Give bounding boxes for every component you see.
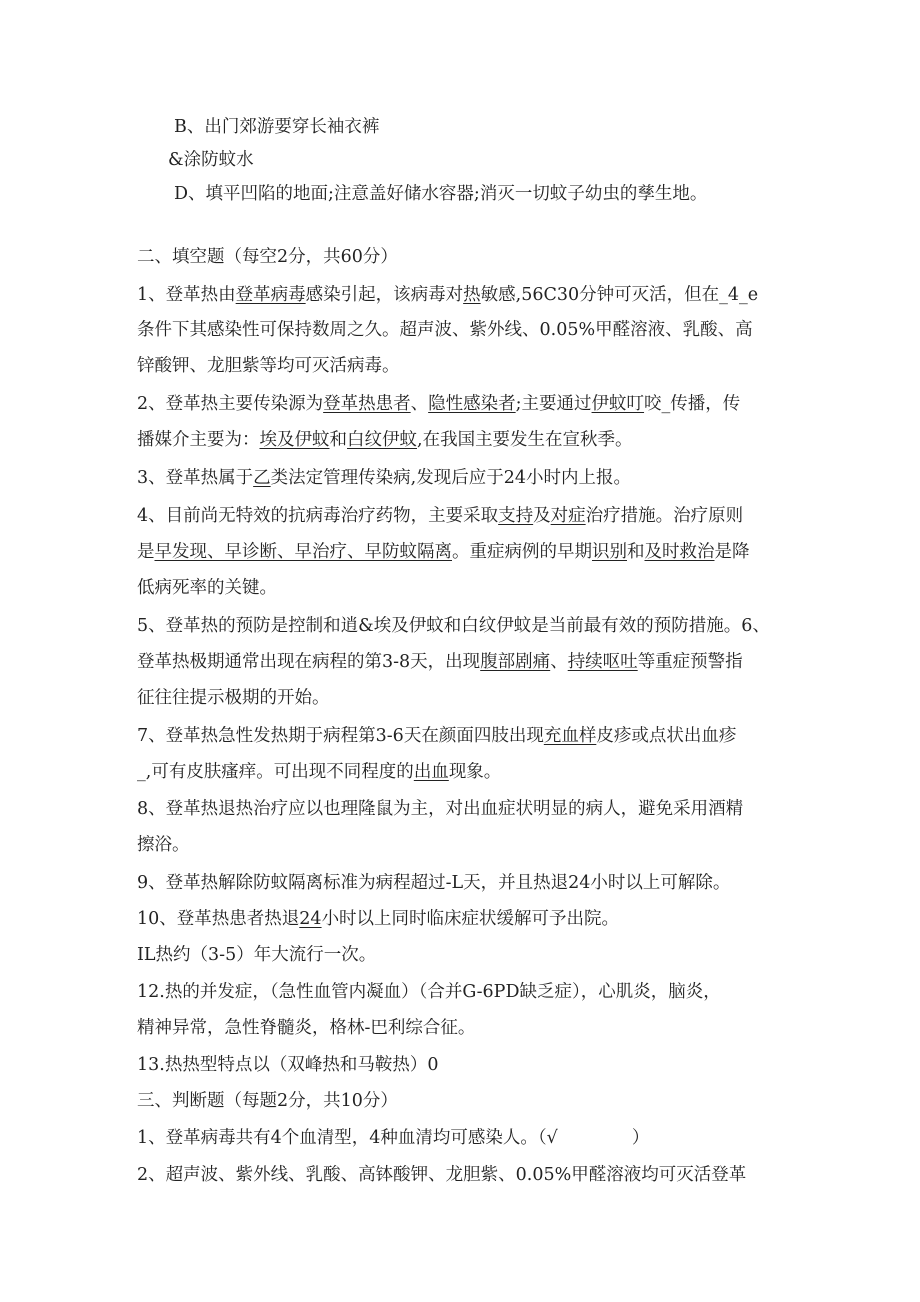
answer-blank: 白纹伊蚊 xyxy=(347,430,417,450)
text: 是 xyxy=(137,542,155,562)
text: 10、登革热患者热退 xyxy=(137,909,300,929)
question-10 xyxy=(137,908,619,930)
question-13: 13.热热型特点以（双峰热和马鞍热）0 xyxy=(137,1055,439,1075)
question-12-line-2: 精神异常，急性脊髓炎，格林-巴利综合征。 xyxy=(137,1018,476,1038)
text: 播媒介主要为： xyxy=(137,430,260,450)
text: 2、登革热主要传染源为 xyxy=(137,394,324,414)
text: 感染引起，该病毒对 xyxy=(305,285,464,305)
question-8-line-2: 擦浴。 xyxy=(137,835,190,855)
answer-blank: 登革热患者 xyxy=(323,394,411,414)
answer-blank: 伊蚊叮 xyxy=(591,394,645,414)
text: ） xyxy=(631,1128,650,1148)
text: 1、登革热由 xyxy=(137,285,236,305)
answer-blank: 识别 xyxy=(592,542,627,562)
answer-blank: 及时救治 xyxy=(644,542,715,562)
question-1-line-3: 锌酸钾、龙胆紫等均可灭活病毒。 xyxy=(137,356,400,376)
text: 登革热极期通常出现在病程的第3-8天，出现 xyxy=(137,652,481,672)
question-5-line-3: 征往往提示极期的开始。 xyxy=(137,688,330,708)
text: 、 xyxy=(410,394,429,414)
text: 类法定管理传染病,发现后应于24小时内上报。 xyxy=(270,468,631,488)
question-1-line-1 xyxy=(137,284,758,306)
text: 7、登革热急性发热期于病程第3-6天在颜面四肢出现 xyxy=(137,726,544,746)
answer-blank: 乙 xyxy=(253,468,271,488)
question-8-line-1: 8、登革热退热治疗应以也理隆鼠为主，对出血症状明显的病人，避免采用酒精 xyxy=(137,799,744,819)
text: 小时以上同时临床症状缓解可予出院。 xyxy=(321,909,620,929)
text: 和 xyxy=(329,430,347,450)
text: ;主要通过 xyxy=(515,394,592,414)
question-2-line-2 xyxy=(137,429,633,451)
question-7-line-2 xyxy=(137,761,501,783)
text: _,可有皮肤瘙痒。可出现不同程度的 xyxy=(137,762,414,782)
text: 咬_传播，传 xyxy=(644,394,741,414)
question-11: IL热约（3-5）年大流行一次。 xyxy=(137,945,377,965)
answer-blank: 热 xyxy=(463,285,481,305)
question-4-line-2 xyxy=(137,541,750,563)
check-mark: √ xyxy=(546,1128,558,1148)
question-12-line-1: 12.热的并发症，（急性血管内凝血）（合并G-6PD缺乏症），心肌炎，脑炎， xyxy=(137,982,721,1002)
section-heading-true-false: 三、判断题（每题2分，共10分） xyxy=(137,1091,398,1111)
text: 、 xyxy=(550,652,568,672)
question-9: 9、登革热解除防蚊隔离标准为病程超过-L天，并且热退24小时以上可解除。 xyxy=(137,873,731,893)
text: ,在我国主要发生在宣秋季。 xyxy=(417,430,633,450)
text: 是降 xyxy=(714,542,750,562)
text: 现象。 xyxy=(448,762,502,782)
answer-blank: 埃及伊蚊 xyxy=(259,430,330,450)
answer-blank: 持续呕吐 xyxy=(567,652,638,672)
answer-blank: 早发现、早诊断、早治疗、早防蚊隔离 xyxy=(154,542,452,562)
question-4-line-1 xyxy=(137,505,743,527)
question-5-line-1: 5、登革热的预防是控制和逍&埃及伊蚊和白纹伊蚊是当前最有效的预防措施。6、 xyxy=(137,616,770,636)
answer-blank: 出血 xyxy=(413,762,449,782)
question-4-line-3: 低病死率的关键。 xyxy=(137,578,277,598)
question-1-line-2: 条件下其感染性可保持数周之久。超声波、紫外线、0.05%甲醛溶液、乳酸、高 xyxy=(137,320,753,340)
option-c: &涂防蚊水 xyxy=(168,150,254,170)
text: 和 xyxy=(627,542,645,562)
section-heading-fill-in: 二、填空题（每空2分，共60分） xyxy=(137,247,398,267)
answer-blank: 24 xyxy=(299,909,322,929)
text: 敏感,56C30分钟可灭活，但在_4_e xyxy=(480,285,759,305)
question-2-line-1 xyxy=(137,393,740,415)
judge-question-2: 2、超声波、紫外线、乳酸、高钵酸钾、龙胆紫、0.05%甲醛溶液均可灭活登革 xyxy=(137,1165,747,1185)
answer-blank: 支持 xyxy=(498,506,534,526)
text: 1、登革病毒共有4个血清型，4种血清均可感染人。（ xyxy=(137,1128,547,1148)
answer-blank: 对症 xyxy=(550,506,586,526)
text: 等重症预警指 xyxy=(637,652,743,672)
judge-question-1 xyxy=(137,1127,649,1149)
text: 。重症病例的早期 xyxy=(452,542,592,562)
text: 治疗措施。治疗原则 xyxy=(585,506,744,526)
answer-blank: 充血样 xyxy=(543,726,597,746)
question-3 xyxy=(137,467,631,489)
question-5-line-2 xyxy=(137,651,743,673)
question-7-line-1 xyxy=(137,725,736,747)
text: 及 xyxy=(533,506,551,526)
text: 4、目前尚无特效的抗病毒治疗药物，主要采取 xyxy=(137,506,499,526)
answer-blank: 腹部剧痛 xyxy=(480,652,551,672)
text: 皮疹或点状出血疹 xyxy=(596,726,737,746)
text: 3、登革热属于 xyxy=(137,468,254,488)
answer-blank: 隐性感染者 xyxy=(428,394,516,414)
option-b: B、出门郊游要穿长袖衣裤 xyxy=(174,117,380,137)
option-d: D、填平凹陷的地面;注意盖好储水容器;消灭一切蚊子幼虫的孳生地。 xyxy=(174,184,708,204)
answer-blank: 登革病毒 xyxy=(235,285,306,305)
